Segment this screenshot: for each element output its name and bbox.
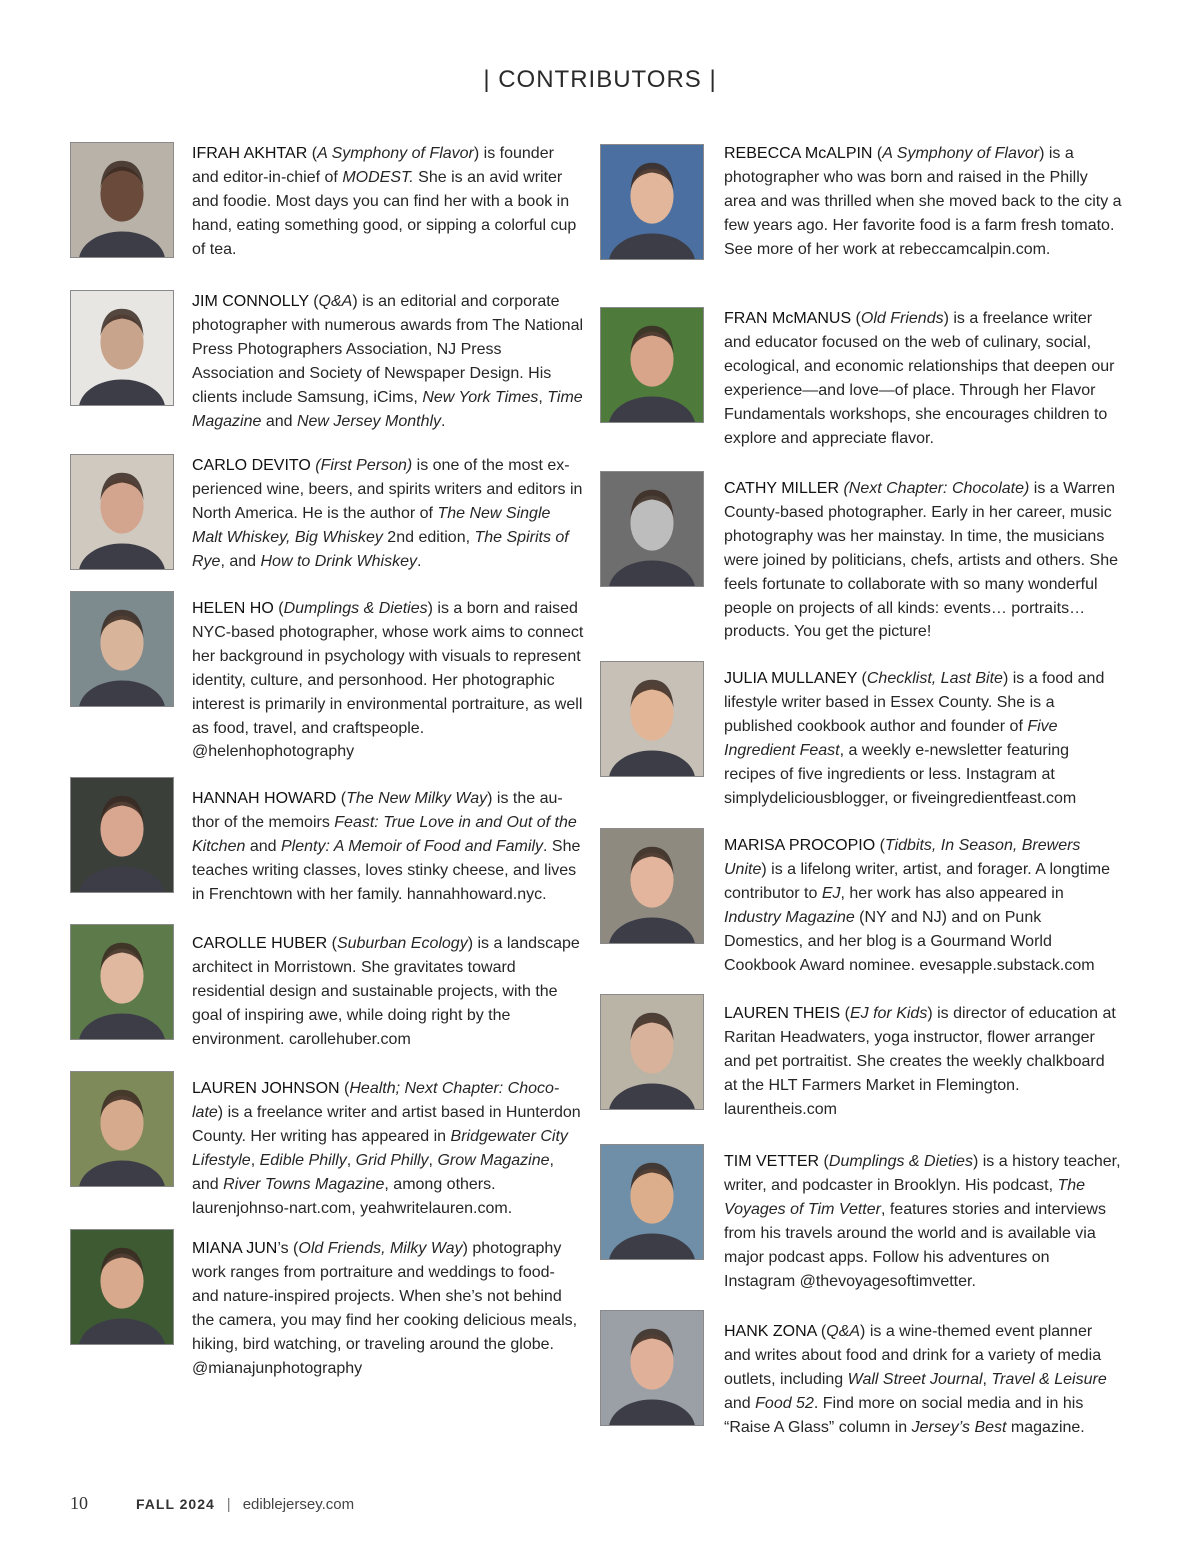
contributor-name: TIM VETTER bbox=[724, 1153, 820, 1170]
italic-title: The New Milky Way bbox=[346, 790, 488, 807]
contributor-photo bbox=[70, 1229, 174, 1345]
italic-title: Time Magazine bbox=[192, 388, 583, 430]
bio-text: ) is a photographer who was born and raised in the Philly area and was thrilled when she moved back to the city a few years ago. Her favorite food is a farm fresh tomato. See more of her work at rebeccamcalpin.com. bbox=[724, 145, 1122, 258]
portrait-photo bbox=[601, 995, 703, 1109]
portrait-photo bbox=[601, 662, 703, 776]
bio-text: ( bbox=[308, 293, 319, 310]
contributor-entry bbox=[600, 667, 1122, 810]
bio-text: ( bbox=[857, 670, 867, 687]
italic-title: Dumplings & Dieties bbox=[828, 1153, 973, 1170]
contributor-entry bbox=[600, 1002, 1122, 1122]
bio-text: , features stories and interviews from his travels around the world and is available via major podcast apps. Follow his adventures on Instagram @thevoyagesoftimvetter. bbox=[724, 1200, 1106, 1290]
contributor-entry bbox=[600, 1150, 1122, 1293]
contributor-photo bbox=[600, 661, 704, 777]
contributor-entry bbox=[70, 787, 584, 907]
italic-title: MODEST. bbox=[342, 168, 414, 186]
italic-title: Wall Street Journal bbox=[847, 1370, 983, 1388]
italic-title: Dumplings & Dieties bbox=[283, 600, 428, 617]
contributor-entry bbox=[600, 477, 1122, 644]
italic-title: Grow Magazine bbox=[437, 1151, 550, 1169]
bio-text: ( bbox=[327, 935, 337, 952]
bio-text: ( bbox=[816, 1323, 827, 1340]
contributor-name: CATHY MILLER bbox=[724, 480, 839, 497]
italic-title: The Spirits of Rye bbox=[192, 528, 569, 570]
italic-title: River Towns Magazine bbox=[223, 1175, 385, 1193]
contributor-bio bbox=[724, 307, 1122, 450]
bio-text: ) photography work ranges from portraiture and weddings to food- and nature-inspired projects. When she’s not behind the camera, you may find her cooking delicious meals, hiking, bird watching, or traveling around the globe. @mianajunphotography bbox=[192, 1240, 578, 1377]
bio-text: ) is a lifelong writer, artist, and forager. A longtime contributor to bbox=[724, 860, 1110, 902]
italic-title: Jersey’s Best bbox=[911, 1418, 1007, 1436]
bio-text: is one of the most ex-perienced wine, beers, and spirits writers and editors in North America. He is the author of bbox=[192, 457, 583, 522]
bio-text: , and bbox=[192, 1151, 554, 1193]
italic-title: Bridgewater City Lifestyle bbox=[192, 1127, 568, 1169]
contributor-photo bbox=[600, 471, 704, 587]
contributor-entry bbox=[70, 597, 584, 764]
bio-text: , bbox=[428, 1151, 438, 1169]
bio-text: , among others. laurenjohnso-nart.com, yeahwritelauren.com. bbox=[192, 1175, 513, 1217]
contributor-bio bbox=[724, 1150, 1122, 1293]
bio-text: is a Warren County-based photographer. Early in her career, music photography was her mainstay. In time, the musicians were joined by politicians, chefs, artists and others. She feels fortunate to collaborate with so many wonderful people on projects of all kinds: events… portraits…products. You get the picture! bbox=[724, 480, 1118, 641]
page-title: | CONTRIBUTORS | bbox=[483, 66, 717, 93]
contributor-bio bbox=[192, 142, 584, 262]
italic-title: Travel & Leisure bbox=[991, 1370, 1107, 1388]
contributor-name: JIM CONNOLLY bbox=[192, 293, 309, 310]
contributor-entry bbox=[600, 307, 1122, 450]
contributor-bio bbox=[192, 787, 584, 907]
contributor-bio bbox=[724, 1320, 1122, 1440]
bio-text: . Find more on social media and in his “Raise A Glass” column in bbox=[724, 1394, 1084, 1436]
contributor-name: HANNAH HOWARD bbox=[192, 790, 337, 807]
italic-title: Q&A bbox=[826, 1323, 861, 1340]
bio-text: ) is founder and editor-in-chief of bbox=[192, 145, 554, 186]
portrait-photo bbox=[71, 1230, 173, 1344]
bio-text: . She teaches writing classes, loves stinky cheese, and lives in Frenchtown with her family. hannahhoward.nyc. bbox=[192, 837, 581, 903]
italic-title: Tidbits, In Season, Brewers Unite bbox=[724, 837, 1081, 878]
bio-text: ( bbox=[840, 1005, 850, 1022]
portrait-photo bbox=[71, 778, 173, 892]
contributor-photo bbox=[70, 1071, 174, 1187]
bio-text: ( bbox=[875, 837, 885, 854]
contributor-entry bbox=[70, 142, 584, 262]
contributor-entry bbox=[600, 834, 1122, 977]
bio-text: (NY and NJ) and on Punk Domestics, and her blog is a Gourmand World Cookbook Award nominee. evesapple.substack.com bbox=[724, 908, 1095, 974]
bio-text: ) is a history teacher, writer, and podcaster in Brooklyn. His podcast, bbox=[724, 1153, 1121, 1194]
italic-title: Edible Philly bbox=[259, 1151, 347, 1169]
contributor-bio bbox=[724, 1002, 1122, 1122]
bio-text: ) is a landscape architect in Morristown. She gravitates toward residential design and sustainable projects, with the goal of inspiring awe, while doing right by the environment. carollehuber.com bbox=[192, 935, 580, 1048]
portrait-photo bbox=[71, 291, 173, 405]
contributor-entry bbox=[600, 142, 1122, 262]
contributor-photo bbox=[600, 1310, 704, 1426]
italic-title: Industry Magazine bbox=[724, 908, 855, 926]
italic-title: A Symphony of Flavor bbox=[882, 145, 1040, 162]
bio-text: ( bbox=[307, 145, 318, 162]
contributor-name: MIANA JUN bbox=[192, 1240, 278, 1257]
contributor-bio bbox=[192, 1077, 584, 1220]
italic-title: Food 52 bbox=[755, 1394, 814, 1412]
italic-title: The Voyages of Tim Vetter bbox=[724, 1176, 1086, 1218]
italic-title: EJ for Kids bbox=[849, 1005, 928, 1022]
contributor-photo bbox=[600, 307, 704, 423]
portrait-photo bbox=[71, 592, 173, 706]
contributor-photo bbox=[70, 142, 174, 258]
bio-text: ) is an editorial and corporate photographer with numerous awards from The National Press Photographers Association, NJ Press Association and Society of Newspaper Design. His clients include Samsung, iCims, bbox=[192, 293, 584, 406]
bio-text: . bbox=[416, 552, 422, 570]
bio-text: ) is a wine-themed event planner and writes about food and drink for a variety of media outlets, including bbox=[724, 1323, 1102, 1388]
italic-title: Health; Next Chapter: Choco-late bbox=[192, 1080, 560, 1121]
bio-text: ) is a born and raised NYC-based photographer, whose work aims to connect her background in psychology with visuals to represent identity, culture, and personhood. Her photographic interest is primarily in environmental portraiture, as well as food, travel, and craftspeople. @helenhophotography bbox=[192, 600, 584, 761]
bio-text: , bbox=[250, 1151, 260, 1169]
bio-text: She is an avid writer and foodie. Most days you can find her with a book in hand, eating something good, or sipping a colorful cup of tea. bbox=[192, 168, 577, 258]
portrait-photo bbox=[601, 1145, 703, 1259]
contributor-bio bbox=[724, 477, 1122, 644]
contributor-bio bbox=[192, 1237, 584, 1380]
bio-text: ( bbox=[819, 1153, 829, 1170]
contributor-photo bbox=[70, 454, 174, 570]
bio-text: ’s ( bbox=[277, 1240, 299, 1257]
contributor-bio bbox=[724, 834, 1122, 977]
italic-title: New Jersey Monthly bbox=[296, 412, 442, 430]
italic-title: A Symphony of Flavor bbox=[317, 145, 474, 162]
portrait-photo bbox=[71, 925, 173, 1039]
contributor-photo bbox=[600, 828, 704, 944]
contributor-entry bbox=[70, 1077, 584, 1220]
bio-text: . bbox=[441, 412, 446, 430]
contributor-photo bbox=[70, 777, 174, 893]
footer-separator: | bbox=[226, 1496, 231, 1513]
contributor-bio bbox=[192, 454, 584, 574]
bio-text: ) is a food and lifestyle writer based in Essex County. She is a published cookbook author and founder of bbox=[724, 670, 1105, 735]
bio-text: and bbox=[724, 1394, 756, 1412]
contributor-photo bbox=[600, 144, 704, 260]
contributor-name: CARLO DEVITO bbox=[192, 457, 311, 474]
contributor-name: LAUREN JOHNSON bbox=[192, 1080, 340, 1097]
bio-text: ) is a freelance writer and educator focused on the web of culinary, social, ecological, and economic relationships that deepen our experience—and love—of place. Through her Flavor Fundamentals workshops, she encourages children to explore and appreciate flavor. bbox=[724, 310, 1115, 447]
bio-text: ( bbox=[273, 600, 284, 617]
italic-title: Suburban Ecology bbox=[336, 935, 468, 952]
italic-title: How to Drink Whiskey bbox=[260, 552, 417, 570]
website-link[interactable]: ediblejersey.com bbox=[242, 1496, 355, 1513]
contributor-photo bbox=[70, 924, 174, 1040]
portrait-photo bbox=[71, 143, 173, 257]
contributor-bio bbox=[192, 597, 584, 764]
portrait-photo bbox=[601, 829, 703, 943]
bio-text: , bbox=[346, 1151, 356, 1169]
contributor-name: FRAN McMANUS bbox=[724, 310, 852, 327]
italic-title: Old Friends bbox=[860, 310, 944, 327]
contributor-name: JULIA MULLANEY bbox=[724, 670, 858, 687]
bio-text: , and bbox=[220, 552, 261, 570]
italic-title: Five Ingredient Feast bbox=[724, 717, 1058, 759]
portrait-photo bbox=[601, 145, 703, 259]
portrait-photo bbox=[601, 472, 703, 586]
contributor-photo bbox=[600, 1144, 704, 1260]
contributor-bio bbox=[192, 290, 584, 433]
italic-title: The New Single Malt Whiskey, Big Whiskey bbox=[192, 504, 551, 546]
contributor-entry bbox=[70, 1237, 584, 1380]
italic-title: New York Times bbox=[422, 388, 539, 406]
contributor-name: IFRAH AKHTAR bbox=[192, 145, 308, 162]
bio-text: and bbox=[245, 837, 281, 855]
portrait-photo bbox=[601, 308, 703, 422]
contributor-bio bbox=[192, 932, 584, 1052]
bio-text: ( bbox=[872, 145, 883, 162]
contributor-bio bbox=[724, 142, 1122, 262]
contributor-name: LAUREN THEIS bbox=[724, 1005, 841, 1022]
contributor-name: CAROLLE HUBER bbox=[192, 935, 328, 952]
contributor-entry bbox=[70, 932, 584, 1052]
bio-text: ) is director of education at Raritan Headwaters, yoga instructor, flower arranger and pet portraitist. She creates the weekly chalkboard at the HLT Farmers Market in Flemington. laurentheis.com bbox=[724, 1005, 1116, 1118]
bio-text: , a weekly e-newsletter featuring recipes of five ingredients or less. Instagram at simplydeliciousblogger, or fiveingredientfeast.com bbox=[724, 741, 1077, 807]
contributor-name: MARISA PROCOPIO bbox=[724, 837, 876, 854]
contributor-bio bbox=[724, 667, 1122, 810]
portrait-photo bbox=[601, 1311, 703, 1425]
bio-text: ( bbox=[851, 310, 861, 327]
contributor-entry bbox=[70, 454, 584, 574]
contributor-photo bbox=[70, 290, 174, 406]
italic-title: Plenty: A Memoir of Food and Family bbox=[280, 837, 543, 855]
italic-title: (First Person) bbox=[315, 457, 413, 474]
bio-text: magazine. bbox=[1006, 1418, 1085, 1436]
bio-text: ( bbox=[339, 1080, 350, 1097]
bio-text: ( bbox=[336, 790, 347, 807]
contributor-entry bbox=[600, 1320, 1122, 1440]
portrait-photo bbox=[71, 1072, 173, 1186]
italic-title: Q&A bbox=[318, 293, 353, 310]
italic-title: Checklist, Last Bite bbox=[866, 670, 1003, 687]
page-footer bbox=[70, 1493, 354, 1514]
italic-title: EJ bbox=[821, 884, 841, 902]
contributor-photo bbox=[600, 994, 704, 1110]
contributor-name: HANK ZONA bbox=[724, 1323, 817, 1340]
page-number: 10 bbox=[70, 1493, 88, 1513]
contributor-photo bbox=[70, 591, 174, 707]
bio-text: 2nd edition, bbox=[382, 528, 475, 546]
contributor-entry bbox=[70, 290, 584, 433]
bio-text: , bbox=[538, 388, 548, 406]
contributor-name: REBECCA McALPIN bbox=[724, 145, 873, 162]
bio-text: , her work has also appeared in bbox=[840, 884, 1064, 902]
bio-text: ) is the au-thor of the memoirs bbox=[192, 790, 563, 831]
bio-text: ) is a freelance writer and artist based in Hunterdon County. Her writing has appeared in bbox=[192, 1103, 581, 1145]
italic-title: Grid Philly bbox=[355, 1151, 429, 1169]
italic-title: Feast: True Love in and Out of the Kitchen bbox=[192, 813, 577, 855]
issue-label: FALL 2024 bbox=[136, 1496, 215, 1512]
contributor-name: HELEN HO bbox=[192, 600, 274, 617]
bio-text: and bbox=[261, 412, 297, 430]
italic-title: (Next Chapter: Chocolate) bbox=[843, 480, 1030, 497]
portrait-photo bbox=[71, 455, 173, 569]
bio-text: , bbox=[982, 1370, 992, 1388]
italic-title: Old Friends, Milky Way bbox=[298, 1240, 463, 1257]
